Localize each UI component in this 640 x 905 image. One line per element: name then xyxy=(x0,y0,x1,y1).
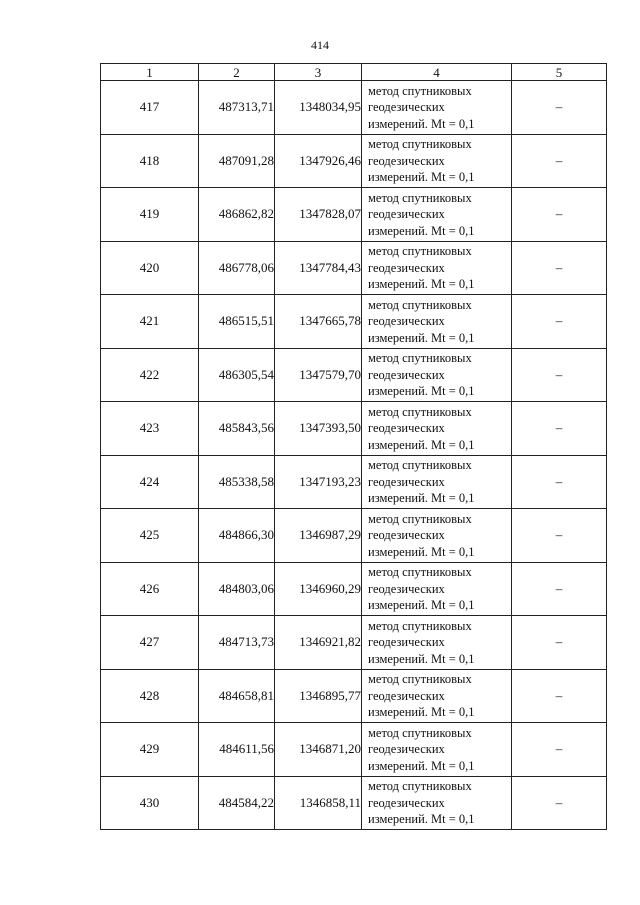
column-5-value: – xyxy=(512,776,607,830)
method-line-1: метод спутниковых xyxy=(368,137,472,151)
column-header-4: 4 xyxy=(362,64,512,81)
method-line-2: геодезических xyxy=(368,314,445,328)
column-header-5: 5 xyxy=(512,64,607,81)
table-row xyxy=(101,562,607,616)
column-5-value: – xyxy=(512,188,607,242)
method-line-3: измерений. Mt = 0,1 xyxy=(368,437,475,452)
method-cell xyxy=(362,669,512,723)
x-coordinate: 484658,81 xyxy=(199,669,275,723)
point-number: 419 xyxy=(101,188,199,242)
method-cell xyxy=(362,241,512,295)
method-line-3: измерений. Mt = 0,1 xyxy=(368,170,475,184)
method-line-1: метод спутниковых xyxy=(368,565,472,579)
method-line-1: метод спутниковых xyxy=(368,297,472,312)
method-cell xyxy=(362,188,512,242)
column-header-2: 2 xyxy=(199,64,275,81)
method-line-1: метод спутниковых xyxy=(368,190,472,205)
method-line-2: геодезических xyxy=(368,421,445,435)
method-line-3: измерений. Mt = 0,1 xyxy=(368,812,475,826)
column-5-value: – xyxy=(512,669,607,723)
method-line-2: геодезических xyxy=(368,635,445,649)
point-number: 425 xyxy=(101,509,199,563)
y-coordinate: 1346921,82 xyxy=(275,616,362,670)
table-row xyxy=(101,723,607,777)
method-line-2: геодезических xyxy=(368,367,445,382)
table-row xyxy=(101,455,607,509)
x-coordinate: 487091,28 xyxy=(199,134,275,188)
y-coordinate: 1347665,78 xyxy=(275,295,362,349)
y-coordinate: 1347579,70 xyxy=(275,348,362,402)
method-line-2: геодезических xyxy=(368,742,445,756)
point-number: 426 xyxy=(101,562,199,616)
method-cell xyxy=(362,81,512,135)
table-row xyxy=(101,776,607,830)
x-coordinate: 484611,56 xyxy=(199,723,275,777)
method-cell xyxy=(362,134,512,188)
coordinates-table xyxy=(100,63,607,830)
point-number: 421 xyxy=(101,295,199,349)
method-line-3: измерений. Mt = 0,1 xyxy=(368,598,475,612)
method-cell xyxy=(362,509,512,563)
y-coordinate: 1347393,50 xyxy=(275,402,362,456)
x-coordinate: 484803,06 xyxy=(199,562,275,616)
column-5-value: – xyxy=(512,723,607,777)
x-coordinate: 485843,56 xyxy=(199,402,275,456)
method-line-2: геодезических xyxy=(368,474,445,489)
x-coordinate: 487313,71 xyxy=(199,81,275,135)
method-line-2: геодезических xyxy=(368,207,445,221)
method-line-2: геодезических xyxy=(368,528,445,542)
y-coordinate: 1346858,11 xyxy=(275,776,362,830)
column-5-value: – xyxy=(512,455,607,509)
method-line-1: метод спутниковых xyxy=(368,351,472,365)
y-coordinate: 1347828,07 xyxy=(275,188,362,242)
y-coordinate: 1347926,46 xyxy=(275,134,362,188)
column-5-value: – xyxy=(512,562,607,616)
method-line-1: метод спутниковых xyxy=(368,511,472,526)
column-header-1: 1 xyxy=(101,64,199,81)
table-row xyxy=(101,81,607,135)
table-body xyxy=(101,81,607,830)
method-line-1: метод спутниковых xyxy=(368,618,472,633)
method-cell xyxy=(362,455,512,509)
method-line-2: геодезических xyxy=(368,153,445,168)
y-coordinate: 1346960,29 xyxy=(275,562,362,616)
method-line-3: измерений. Mt = 0,1 xyxy=(368,116,475,131)
point-number: 420 xyxy=(101,241,199,295)
method-line-3: измерений. Mt = 0,1 xyxy=(368,758,475,773)
table-header-row xyxy=(101,64,607,81)
x-coordinate: 485338,58 xyxy=(199,455,275,509)
method-line-3: измерений. Mt = 0,1 xyxy=(368,705,475,719)
x-coordinate: 486778,06 xyxy=(199,241,275,295)
column-5-value: – xyxy=(512,402,607,456)
point-number: 428 xyxy=(101,669,199,723)
x-coordinate: 484584,22 xyxy=(199,776,275,830)
point-number: 430 xyxy=(101,776,199,830)
method-line-3: измерений. Mt = 0,1 xyxy=(368,491,475,505)
x-coordinate: 484866,30 xyxy=(199,509,275,563)
column-header-3: 3 xyxy=(275,64,362,81)
column-5-value: – xyxy=(512,134,607,188)
column-5-value: – xyxy=(512,241,607,295)
y-coordinate: 1346987,29 xyxy=(275,509,362,563)
table-row xyxy=(101,295,607,349)
method-line-2: геодезических xyxy=(368,581,445,596)
table-row xyxy=(101,348,607,402)
x-coordinate: 486515,51 xyxy=(199,295,275,349)
table-row xyxy=(101,188,607,242)
column-5-value: – xyxy=(512,295,607,349)
table-row xyxy=(101,241,607,295)
y-coordinate: 1346895,77 xyxy=(275,669,362,723)
method-line-3: измерений. Mt = 0,1 xyxy=(368,223,475,238)
page-number: 414 xyxy=(311,38,329,52)
method-line-1: метод спутниковых xyxy=(368,244,472,258)
method-line-3: измерений. Mt = 0,1 xyxy=(368,384,475,398)
table-row xyxy=(101,616,607,670)
point-number: 418 xyxy=(101,134,199,188)
method-cell xyxy=(362,562,512,616)
point-number: 417 xyxy=(101,81,199,135)
method-line-2: геодезических xyxy=(368,260,445,275)
point-number: 422 xyxy=(101,348,199,402)
point-number: 427 xyxy=(101,616,199,670)
column-5-value: – xyxy=(512,348,607,402)
column-5-value: – xyxy=(512,81,607,135)
method-line-2: геодезических xyxy=(368,100,445,114)
table-row xyxy=(101,134,607,188)
y-coordinate: 1347193,23 xyxy=(275,455,362,509)
table-row xyxy=(101,509,607,563)
column-5-value: – xyxy=(512,509,607,563)
method-line-3: измерений. Mt = 0,1 xyxy=(368,544,475,559)
method-line-2: геодезических xyxy=(368,688,445,703)
table-row xyxy=(101,402,607,456)
method-line-1: метод спутниковых xyxy=(368,779,472,793)
table-row xyxy=(101,669,607,723)
method-cell xyxy=(362,402,512,456)
x-coordinate: 486862,82 xyxy=(199,188,275,242)
method-line-1: метод спутниковых xyxy=(368,404,472,419)
y-coordinate: 1348034,95 xyxy=(275,81,362,135)
column-5-value: – xyxy=(512,616,607,670)
method-cell xyxy=(362,348,512,402)
method-cell xyxy=(362,723,512,777)
method-line-1: метод спутниковых xyxy=(368,725,472,740)
point-number: 424 xyxy=(101,455,199,509)
x-coordinate: 486305,54 xyxy=(199,348,275,402)
method-line-3: измерений. Mt = 0,1 xyxy=(368,651,475,666)
method-line-1: метод спутниковых xyxy=(368,83,472,98)
y-coordinate: 1347784,43 xyxy=(275,241,362,295)
x-coordinate: 484713,73 xyxy=(199,616,275,670)
point-number: 423 xyxy=(101,402,199,456)
method-line-1: метод спутниковых xyxy=(368,458,472,472)
method-line-3: измерений. Mt = 0,1 xyxy=(368,330,475,345)
method-cell xyxy=(362,776,512,830)
method-cell xyxy=(362,616,512,670)
point-number: 429 xyxy=(101,723,199,777)
method-line-3: измерений. Mt = 0,1 xyxy=(368,277,475,291)
method-line-1: метод спутниковых xyxy=(368,672,472,686)
y-coordinate: 1346871,20 xyxy=(275,723,362,777)
method-line-2: геодезических xyxy=(368,795,445,810)
method-cell xyxy=(362,295,512,349)
